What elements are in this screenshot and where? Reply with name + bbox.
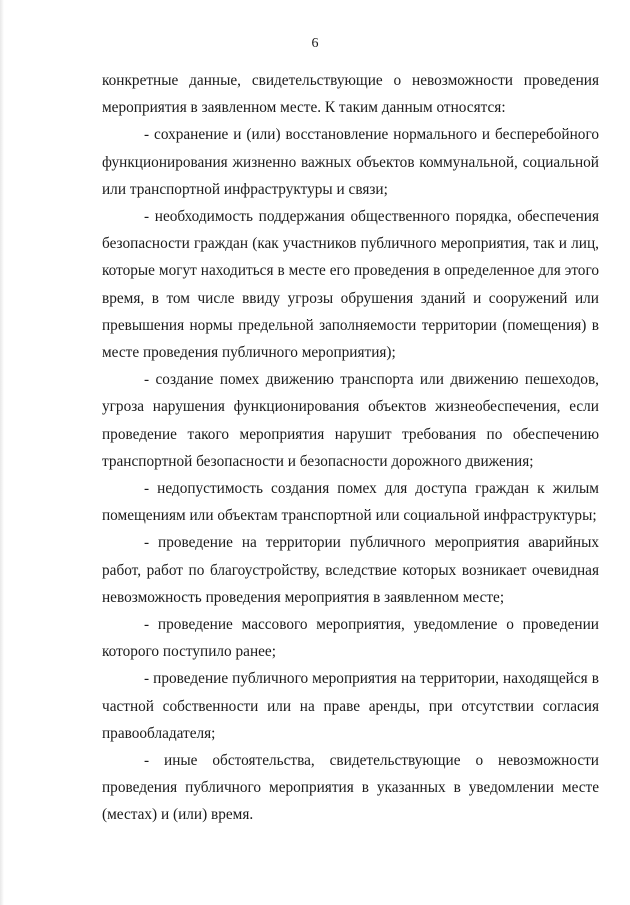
list-item-other: - иные обстоятельства, свидетельствующие о невозможности проведения публичного мероприятия в указанных в уведомлении месте (местах) и (или) время. (102, 752, 599, 824)
scan-edge-shadow (0, 0, 4, 905)
page-number: 6 (311, 36, 319, 51)
list-item-access: - недопустимость создания помех для доступа граждан к жилым помещениям или объектам транспортной или социальной инфраструктуры; (102, 480, 599, 525)
list-item-public-order: - необходимость поддержания общественного порядка, обеспечения безопасности граждан (как участников публичного мероприятия, так и лиц, которые могут находиться в месте его проведения в определенное для этого время, в том числе ввиду угрозы обрушения зданий и сооружений или превышения нормы предельной заполняемости территории (помещения) в месте проведения публичного мероприятия); (102, 208, 599, 362)
list-item-infrastructure: - сохранение и (или) восстановление нормального и бесперебойного функционирования жизненно важных объектов коммунальной, социальной или транспортной инфраструктуры и связи; (102, 126, 599, 198)
list-item-private-property: - проведение публичного мероприятия на территории, находящейся в частной собственности или на праве аренды, при отсутствии согласия правообладателя; (102, 670, 599, 742)
document-body (102, 67, 599, 829)
list-item-traffic: - создание помех движению транспорта или движению пешеходов, угроза нарушения функционирования объектов жизнеобеспечения, если проведение такого мероприятия нарушит требования по обеспечению транспортной безопасности и безопасности дорожного движения; (102, 371, 599, 470)
list-item-mass-event: - проведение массового мероприятия, уведомление о проведении которого поступило ранее; (102, 616, 599, 661)
paragraph-intro-continuation: конкретные данные, свидетельствующие о невозможности проведения мероприятия в заявленном месте. К таким данным относятся: (102, 72, 599, 117)
list-item-emergency-works: - проведение на территории публичного мероприятия аварийных работ, работ по благоустройству, вследствие которых возникает очевидная невозможность проведения мероприятия в заявленном месте; (102, 534, 599, 606)
